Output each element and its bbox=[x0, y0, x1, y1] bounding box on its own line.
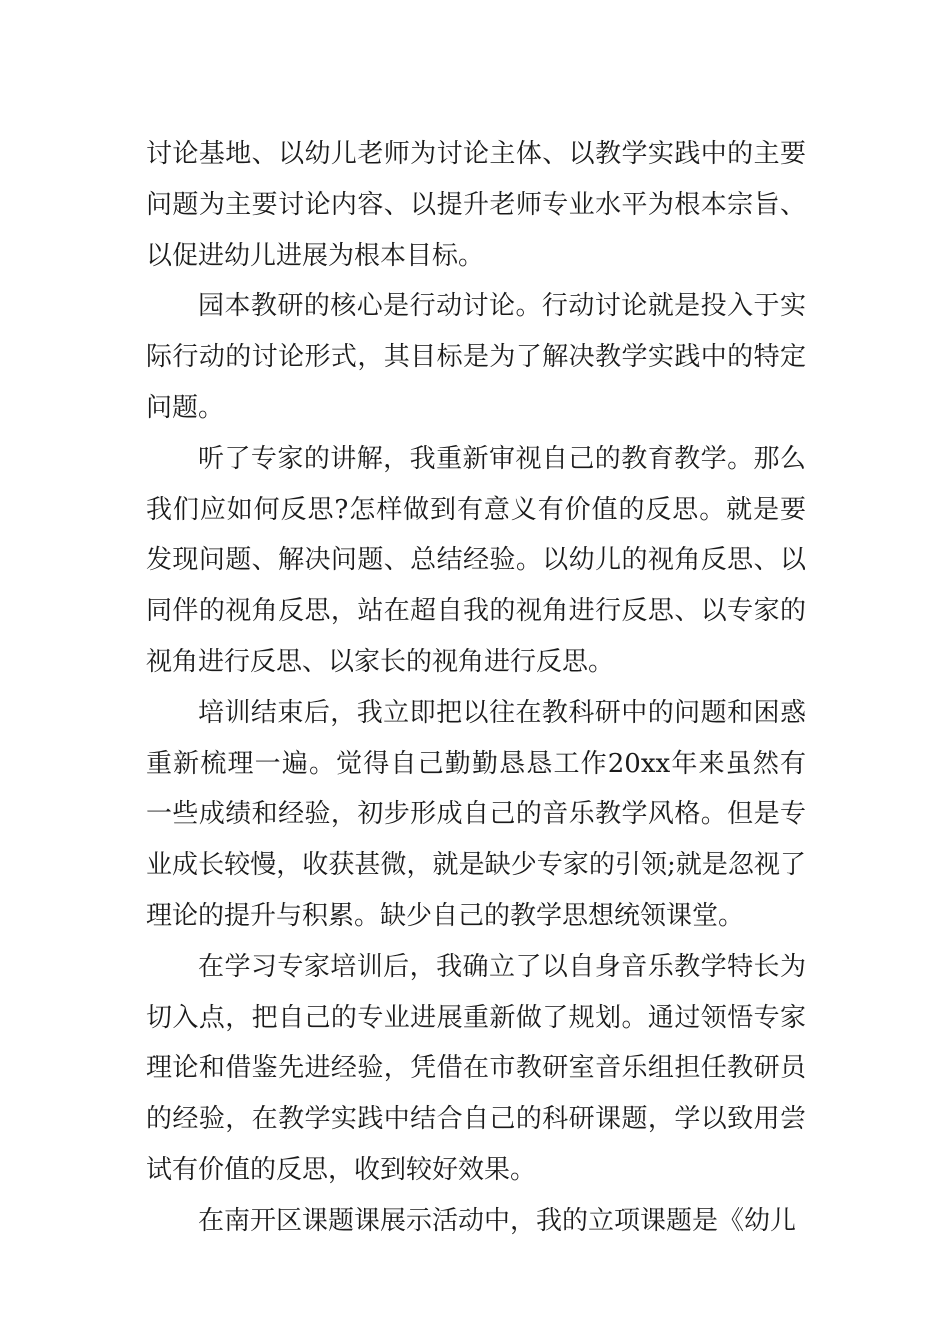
paragraph-1: 讨论基地、以幼儿老师为讨论主体、以教学实践中的主要问题为主要讨论内容、以提升老师专业水平为根本宗旨、以促进幼儿进展为根本目标。 bbox=[146, 139, 806, 271]
paragraph-3: 听了专家的讲解，我重新审视自己的教育教学。那么我们应如何反思?怎样做到有意义有价值的反思。就是要发现问题、解决问题、总结经验。以幼儿的视角反思、以同伴的视角反思，站在超自我的视角进行反思、以专家的视角进行反思、以家长的视角进行反思。 bbox=[146, 443, 806, 677]
paragraph-2: 园本教研的核心是行动讨论。行动讨论就是投入于实际行动的讨论形式，其目标是为了解决教学实践中的特定问题。 bbox=[146, 291, 806, 423]
document-body bbox=[146, 129, 806, 1247]
paragraph-4: 培训结束后，我立即把以往在教科研中的问题和困惑重新梳理一遍。觉得自己勤勤恳恳工作20xx年来虽然有一些成绩和经验，初步形成自己的音乐教学风格。但是专业成长较慢，收获甚微，就是缺少专家的引领;就是忽视了理论的提升与积累。缺少自己的教学思想统领课堂。 bbox=[146, 697, 806, 931]
paragraph-5: 在学习专家培训后，我确立了以自身音乐教学特长为切入点，把自己的专业进展重新做了规划。通过领悟专家理论和借鉴先进经验，凭借在市教研室音乐组担任教研员的经验，在教学实践中结合自己的科研课题，学以致用尝试有价值的反思，收到较好效果。 bbox=[146, 951, 806, 1185]
paragraph-6: 在南开区课题课展示活动中，我的立项课题是《幼儿 bbox=[198, 1205, 797, 1236]
